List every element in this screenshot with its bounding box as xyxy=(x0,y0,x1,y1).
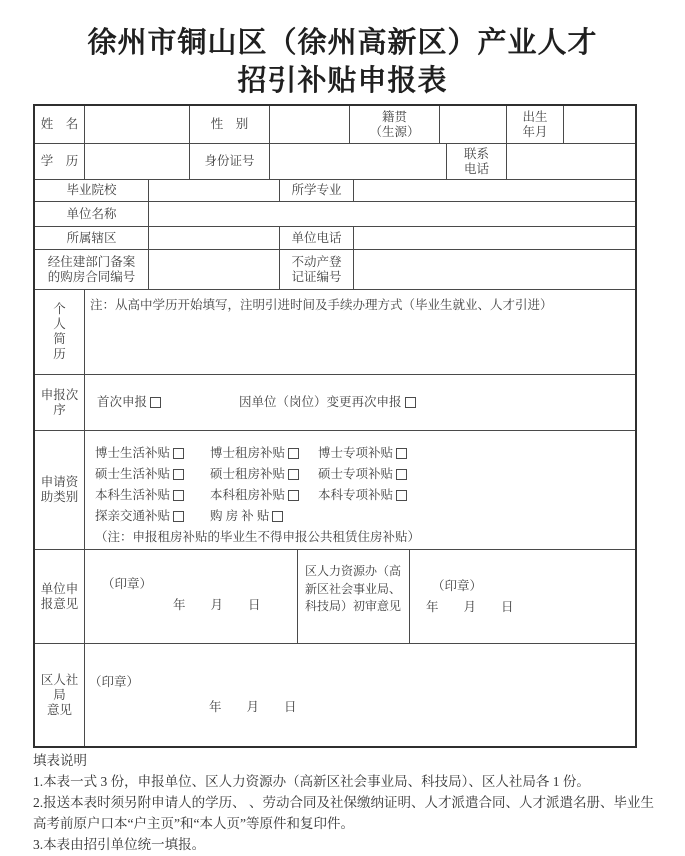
note-line-1: 1.本表一式 3 份，申报单位、区人力资源办（高新区社会事业局、科技局）、区人社局各 1 份。 xyxy=(33,774,590,789)
housing-contract-input-cell[interactable] xyxy=(149,250,280,289)
bureau-opinion-cell[interactable] xyxy=(85,644,635,746)
review-opinion-date: 年 月 日 xyxy=(426,600,514,614)
subsidy-line-other xyxy=(95,506,635,527)
subsidy-line-master xyxy=(95,464,635,485)
gender-input-cell[interactable] xyxy=(270,106,350,143)
subsidy-options xyxy=(85,431,635,549)
row-bureau-opinion xyxy=(35,644,635,746)
doctor-special-checkbox[interactable] xyxy=(396,448,407,459)
subsidy-option-doctor-rent: 博士租房补贴 xyxy=(210,443,318,464)
name-input-cell[interactable] xyxy=(85,106,190,143)
form-notes xyxy=(33,750,661,855)
row-application-sequence xyxy=(35,375,635,431)
subsidy-option-master-rent: 硕士租房补贴 xyxy=(210,464,318,485)
bureau-opinion-label: 区人社 局 意见 xyxy=(35,644,85,746)
subsidy-label: 申请资 助类别 xyxy=(35,431,85,549)
subsidy-option-doctor-special: 博士专项补贴 xyxy=(318,443,407,464)
birthdate-label: 出生 年月 xyxy=(507,106,564,143)
origin-label: 籍贯 （生源） xyxy=(350,106,440,143)
id-number-input-cell[interactable] xyxy=(270,144,447,179)
row-district-unitphone xyxy=(35,227,635,250)
school-label: 毕业院校 xyxy=(35,180,149,201)
row-contract-estate xyxy=(35,250,635,290)
housing-contract-label: 经住建部门备案 的购房合同编号 xyxy=(35,250,149,289)
education-label: 学 历 xyxy=(35,144,85,179)
form-title xyxy=(10,24,675,100)
major-label: 所学专业 xyxy=(280,180,354,201)
unit-phone-label: 单位电话 xyxy=(280,227,354,249)
bachelor-living-checkbox[interactable] xyxy=(173,490,184,501)
subsidy-line-bachelor xyxy=(95,485,635,506)
visit-transport-checkbox[interactable] xyxy=(173,511,184,522)
subsidy-option-house-purchase: 购 房 补 贴 xyxy=(210,506,283,527)
name-label: 姓 名 xyxy=(35,106,85,143)
resume-note: 注：从高中学历开始填写，注明引进时间及手续办理方式（毕业生就业、人才引进） xyxy=(90,298,553,312)
estate-cert-input-cell[interactable] xyxy=(354,250,635,289)
change-application-option: 因单位（岗位）变更再次申报 xyxy=(239,395,416,410)
birthdate-input-cell[interactable] xyxy=(564,106,635,143)
doctor-rent-checkbox[interactable] xyxy=(288,448,299,459)
unit-opinion-seal: （印章） xyxy=(102,577,153,591)
house-purchase-checkbox[interactable] xyxy=(272,511,283,522)
subsidy-option-master-living: 硕士生活补贴 xyxy=(95,464,210,485)
master-living-checkbox[interactable] xyxy=(173,469,184,480)
district-input-cell[interactable] xyxy=(149,227,280,249)
sequence-label: 申报次 序 xyxy=(35,375,85,430)
major-input-cell[interactable] xyxy=(354,180,635,201)
row-employer xyxy=(35,202,635,227)
reviewer-title: 区人力资源办（高新区社会事业局、科技局）初审意见 xyxy=(298,550,410,643)
subsidy-option-bachelor-rent: 本科租房补贴 xyxy=(210,485,318,506)
note-line-3: 3.本表由招引单位统一填报。 xyxy=(33,837,206,852)
master-rent-checkbox[interactable] xyxy=(288,469,299,480)
unit-phone-input-cell[interactable] xyxy=(354,227,635,249)
subsidy-option-bachelor-special: 本科专项补贴 xyxy=(318,485,407,506)
first-application-option: 首次申报 xyxy=(97,395,161,410)
row-resume xyxy=(35,290,635,375)
contact-phone-label: 联系 电话 xyxy=(447,144,507,179)
review-opinion-seal: （印章） xyxy=(432,579,483,593)
subsidy-option-visit-transport: 探亲交通补贴 xyxy=(95,506,210,527)
resume-label: 个 人 简 历 xyxy=(35,290,85,374)
sequence-options xyxy=(85,375,635,430)
row-school-major xyxy=(35,180,635,202)
row-education-id-phone xyxy=(35,144,635,180)
district-label: 所属辖区 xyxy=(35,227,149,249)
review-opinion-cell[interactable] xyxy=(410,550,635,643)
subsidy-note: （注：申报租房补贴的毕业生不得申报公共租赁住房补贴） xyxy=(95,530,421,544)
subsidy-option-bachelor-living: 本科生活补贴 xyxy=(95,485,210,506)
school-input-cell[interactable] xyxy=(149,180,280,201)
first-application-checkbox[interactable] xyxy=(150,397,161,408)
unit-opinion-cell[interactable] xyxy=(85,550,298,643)
row-subsidy-category xyxy=(35,431,635,550)
doctor-living-checkbox[interactable] xyxy=(173,448,184,459)
subsidy-line-doctor xyxy=(95,443,635,464)
resume-input-area[interactable] xyxy=(85,290,635,374)
employer-label: 单位名称 xyxy=(35,202,149,226)
employer-input-cell[interactable] xyxy=(149,202,635,226)
note-line-2: 2.报送本表时须另附申请人的学历、 、劳动合同及社保缴纳证明、人才派遣合同、人才派遣名册、毕业生高考前原户口本“户主页”和“本人页”等原件和复印件。 xyxy=(33,795,654,831)
change-application-checkbox[interactable] xyxy=(405,397,416,408)
master-special-checkbox[interactable] xyxy=(396,469,407,480)
education-input-cell[interactable] xyxy=(85,144,190,179)
subsidy-option-master-special: 硕士专项补贴 xyxy=(318,464,407,485)
form-table xyxy=(33,104,637,748)
bachelor-special-checkbox[interactable] xyxy=(396,490,407,501)
bureau-opinion-seal: （印章） xyxy=(89,675,140,689)
id-number-label: 身份证号 xyxy=(190,144,270,179)
bureau-opinion-date: 年 月 日 xyxy=(209,700,297,714)
unit-opinion-label: 单位申 报意见 xyxy=(35,550,85,643)
origin-input-cell[interactable] xyxy=(440,106,507,143)
form-title-line1: 徐州市铜山区（徐州高新区）产业人才 xyxy=(87,27,598,59)
form-title-line2: 招引补贴申报表 xyxy=(237,65,448,97)
unit-opinion-date: 年 月 日 xyxy=(173,598,261,612)
bachelor-rent-checkbox[interactable] xyxy=(288,490,299,501)
gender-label: 性 别 xyxy=(190,106,270,143)
row-unit-opinion xyxy=(35,550,635,644)
row-name-gender-origin-birth xyxy=(35,106,635,144)
subsidy-option-doctor-living: 博士生活补贴 xyxy=(95,443,210,464)
estate-cert-label: 不动产登 记证编号 xyxy=(280,250,354,289)
form-notes-heading: 填表说明 xyxy=(33,753,87,768)
contact-phone-input-cell[interactable] xyxy=(507,144,635,179)
